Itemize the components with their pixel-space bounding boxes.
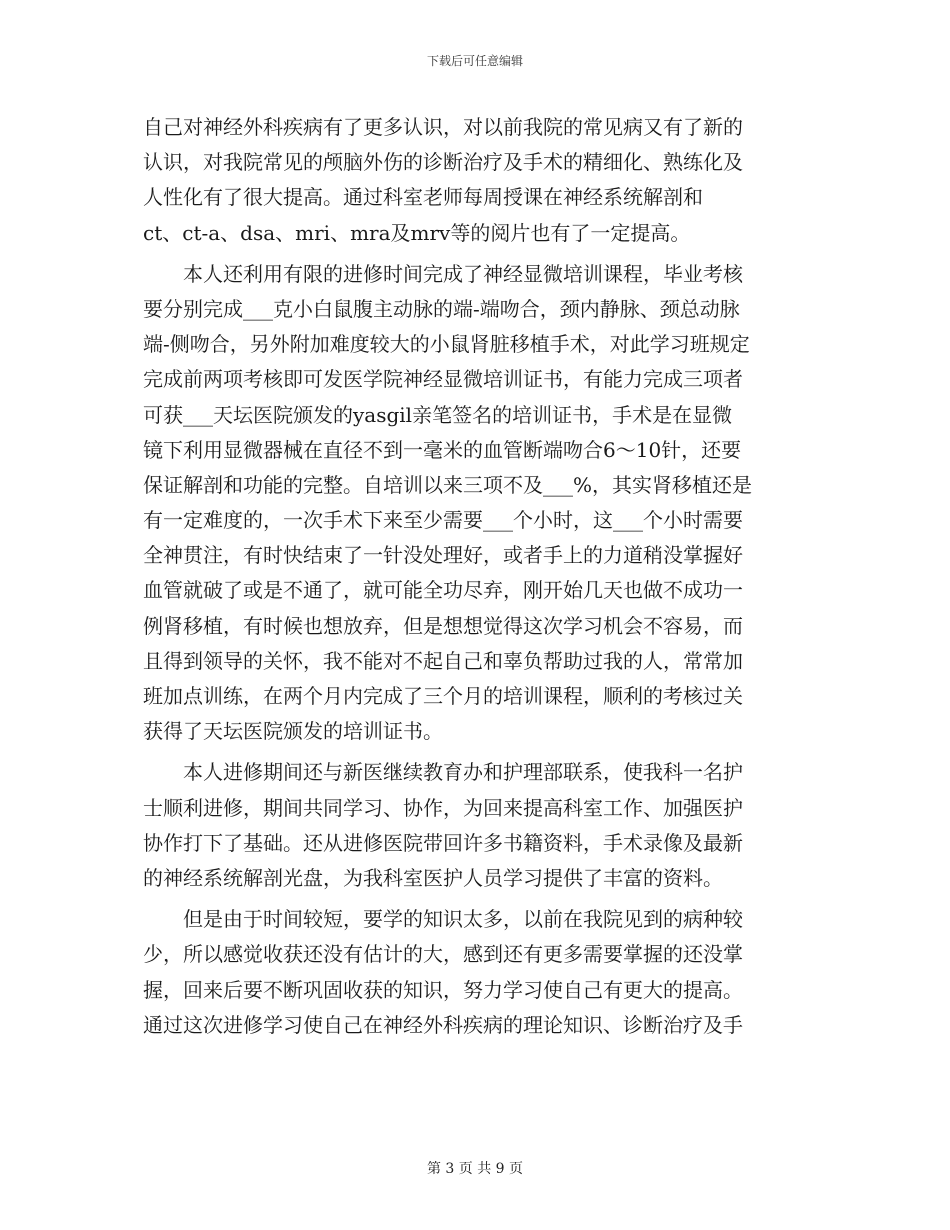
text-line: 保证解剖和功能的完整。自培训以来三项不及___%，其实肾移植还是 bbox=[143, 472, 753, 497]
text-line: 人性化有了很大提高。通过科室老师每周授课在神经系统解剖和 bbox=[143, 185, 703, 210]
page-number-footer: 第 3 页 共 9 页 bbox=[426, 1161, 524, 1177]
text-line: 要分别完成___克小白鼠腹主动脉的端-端吻合，颈内静脉、颈总动脉 bbox=[143, 296, 740, 321]
text-line: 自己对神经外科疾病有了更多认识，对以前我院的常见病又有了新的 bbox=[143, 115, 743, 139]
text-line: 镜下利用显微器械在直径不到一毫米的血管断端吻合6～10针，还要 bbox=[143, 437, 742, 462]
text-line: 完成前两项考核即可发医学院神经显微培训证书，有能力完成三项者 bbox=[143, 367, 743, 392]
text-line: 例肾移植，有时候也想放弃，但是想想觉得这次学习机会不容易，而 bbox=[143, 613, 743, 638]
text-line: 认识，对我院常见的颅脑外伤的诊断治疗及手术的精细化、熟练化及 bbox=[143, 150, 743, 175]
paragraph bbox=[143, 257, 798, 750]
text-line: 握，回来后要不断巩固收获的知识，努力学习使自己有更大的提高。 bbox=[143, 977, 743, 1002]
text-line: 少，所以感觉收获还没有估计的大，感到还有更多需要掌握的还没掌 bbox=[143, 942, 743, 967]
text-line: 班加点训练，在两个月内完成了三个月的培训课程，顺利的考核过关 bbox=[143, 684, 743, 708]
text-line: ct、ct-a、dsa、mri、mra及mrv等的阅片也有了一定提高。 bbox=[143, 220, 691, 245]
text-line: 血管就破了或是不通了，就可能全功尽弃，刚开始几天也做不成功一 bbox=[143, 578, 743, 603]
text-line: 但是由于时间较短，要学的知识太多，以前在我院见到的病种较 bbox=[143, 907, 743, 932]
text-line: 且得到领导的关怀，我不能对不起自己和辜负帮助过我的人，常常加 bbox=[143, 648, 743, 673]
text-line: 士顺利进修，期间共同学习、协作，为回来提高科室工作、加强医护 bbox=[143, 795, 743, 820]
text-line: 通过这次进修学习使自己在神经外科疾病的理论知识、诊断治疗及手 bbox=[143, 1012, 743, 1037]
text-line: 本人还利用有限的进修时间完成了神经显微培训课程，毕业考核 bbox=[143, 261, 743, 286]
text-line: 端-侧吻合，另外附加难度较大的小鼠肾脏移植手术，对此学习班规定 bbox=[143, 332, 750, 357]
text-line: 可获___天坛医院颁发的yasgil亲笔签名的培训证书，手术是在显微 bbox=[143, 402, 733, 427]
text-line: 获得了天坛医院颁发的培训证书。 bbox=[143, 719, 443, 744]
text-line: 协作打下了基础。还从进修医院带回许多书籍资料，手术录像及最新 bbox=[143, 830, 743, 855]
paragraph bbox=[143, 110, 798, 251]
page-header: 下载后可任意编辑 bbox=[426, 54, 523, 68]
text-line: 有一定难度的，一次手术下来至少需要___个小时，这___个小时需要 bbox=[143, 508, 743, 533]
text-line: 的神经系统解剖光盘，为我科室医护人员学习提供了丰富的资料。 bbox=[143, 865, 723, 890]
document-body bbox=[143, 110, 798, 1043]
text-line: 全神贯注，有时快结束了一针没处理好，或者手上的力道稍没掌握好 bbox=[143, 543, 743, 568]
paragraph bbox=[143, 902, 798, 1043]
paragraph bbox=[143, 755, 798, 896]
text-line: 本人进修期间还与新医继续教育办和护理部联系，使我科一名护 bbox=[143, 760, 743, 785]
